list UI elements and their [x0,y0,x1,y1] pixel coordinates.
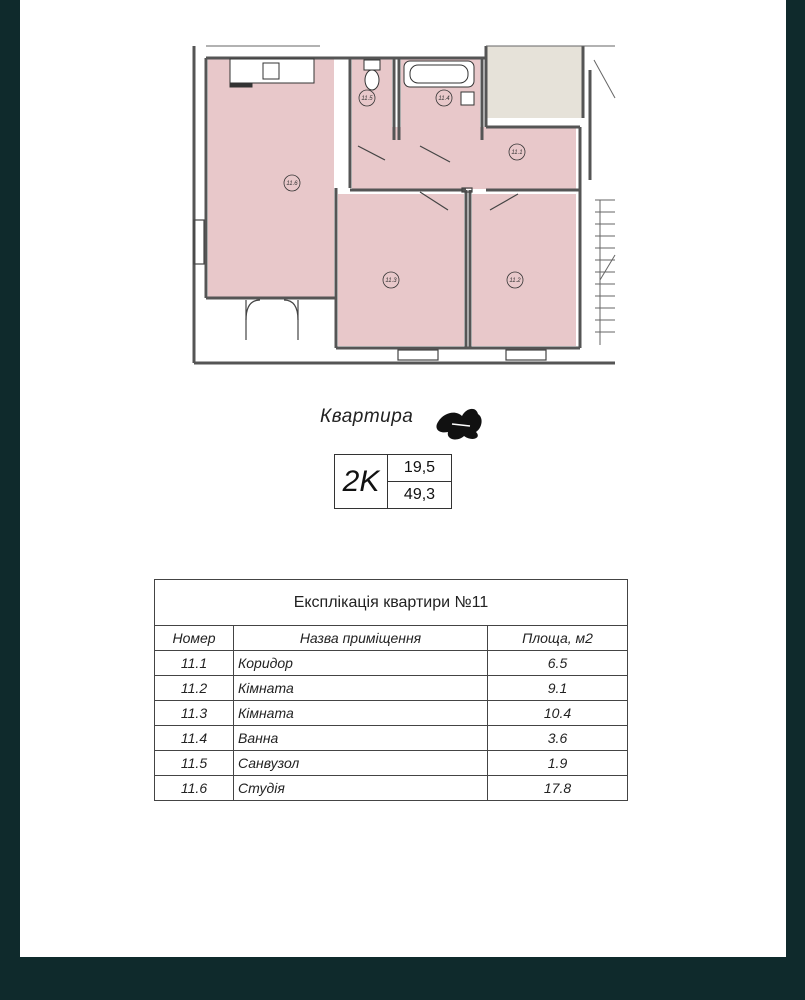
row-room-name: Кімната [234,701,488,726]
table-row [155,701,628,726]
apartment-title: Квартира [320,406,414,427]
row-room-name: Коридор [234,651,488,676]
header-area: Площа, м2 [488,626,628,651]
row-room-name: Санвузол [234,751,488,776]
plan-sheet [20,0,786,957]
balcony [486,46,583,118]
row-room-name: Студія [234,776,488,801]
apartment-type-box [334,454,452,509]
room-11-1 [352,127,576,189]
row-number: 11.1 [155,651,234,676]
living-area: 19,5 [388,455,451,482]
table-row [155,751,628,776]
table-caption: Експлікація квартири №11 [155,580,628,626]
row-area: 6.5 [488,651,628,676]
table-row [155,726,628,751]
row-area: 10.4 [488,701,628,726]
room-11-2 [472,194,576,346]
row-number: 11.2 [155,676,234,701]
svg-text:11.5: 11.5 [361,96,373,102]
svg-text:11.1: 11.1 [511,150,523,156]
header-room-name: Назва приміщення [234,626,488,651]
row-room-name: Кімната [234,676,488,701]
floor-plan [20,0,786,380]
table-row [155,776,628,801]
room-11-6 [208,59,334,297]
svg-text:11.3: 11.3 [385,278,397,284]
row-room-name: Ванна [234,726,488,751]
row-number: 11.4 [155,726,234,751]
row-area: 17.8 [488,776,628,801]
table-row [155,676,628,701]
explication-table [154,579,628,801]
row-area: 3.6 [488,726,628,751]
redaction-scribble [432,404,488,444]
row-area: 1.9 [488,751,628,776]
svg-text:11.2: 11.2 [509,278,521,284]
table-row [155,651,628,676]
svg-text:11.4: 11.4 [438,96,450,102]
room-11-3 [338,194,464,346]
row-number: 11.5 [155,751,234,776]
row-number: 11.3 [155,701,234,726]
total-area: 49,3 [403,486,436,503]
row-area: 9.1 [488,676,628,701]
svg-text:11.6: 11.6 [286,181,298,187]
row-number: 11.6 [155,776,234,801]
table-header-row [155,626,628,651]
header-number: Номер [155,626,234,651]
type-code: 2K [335,455,388,508]
